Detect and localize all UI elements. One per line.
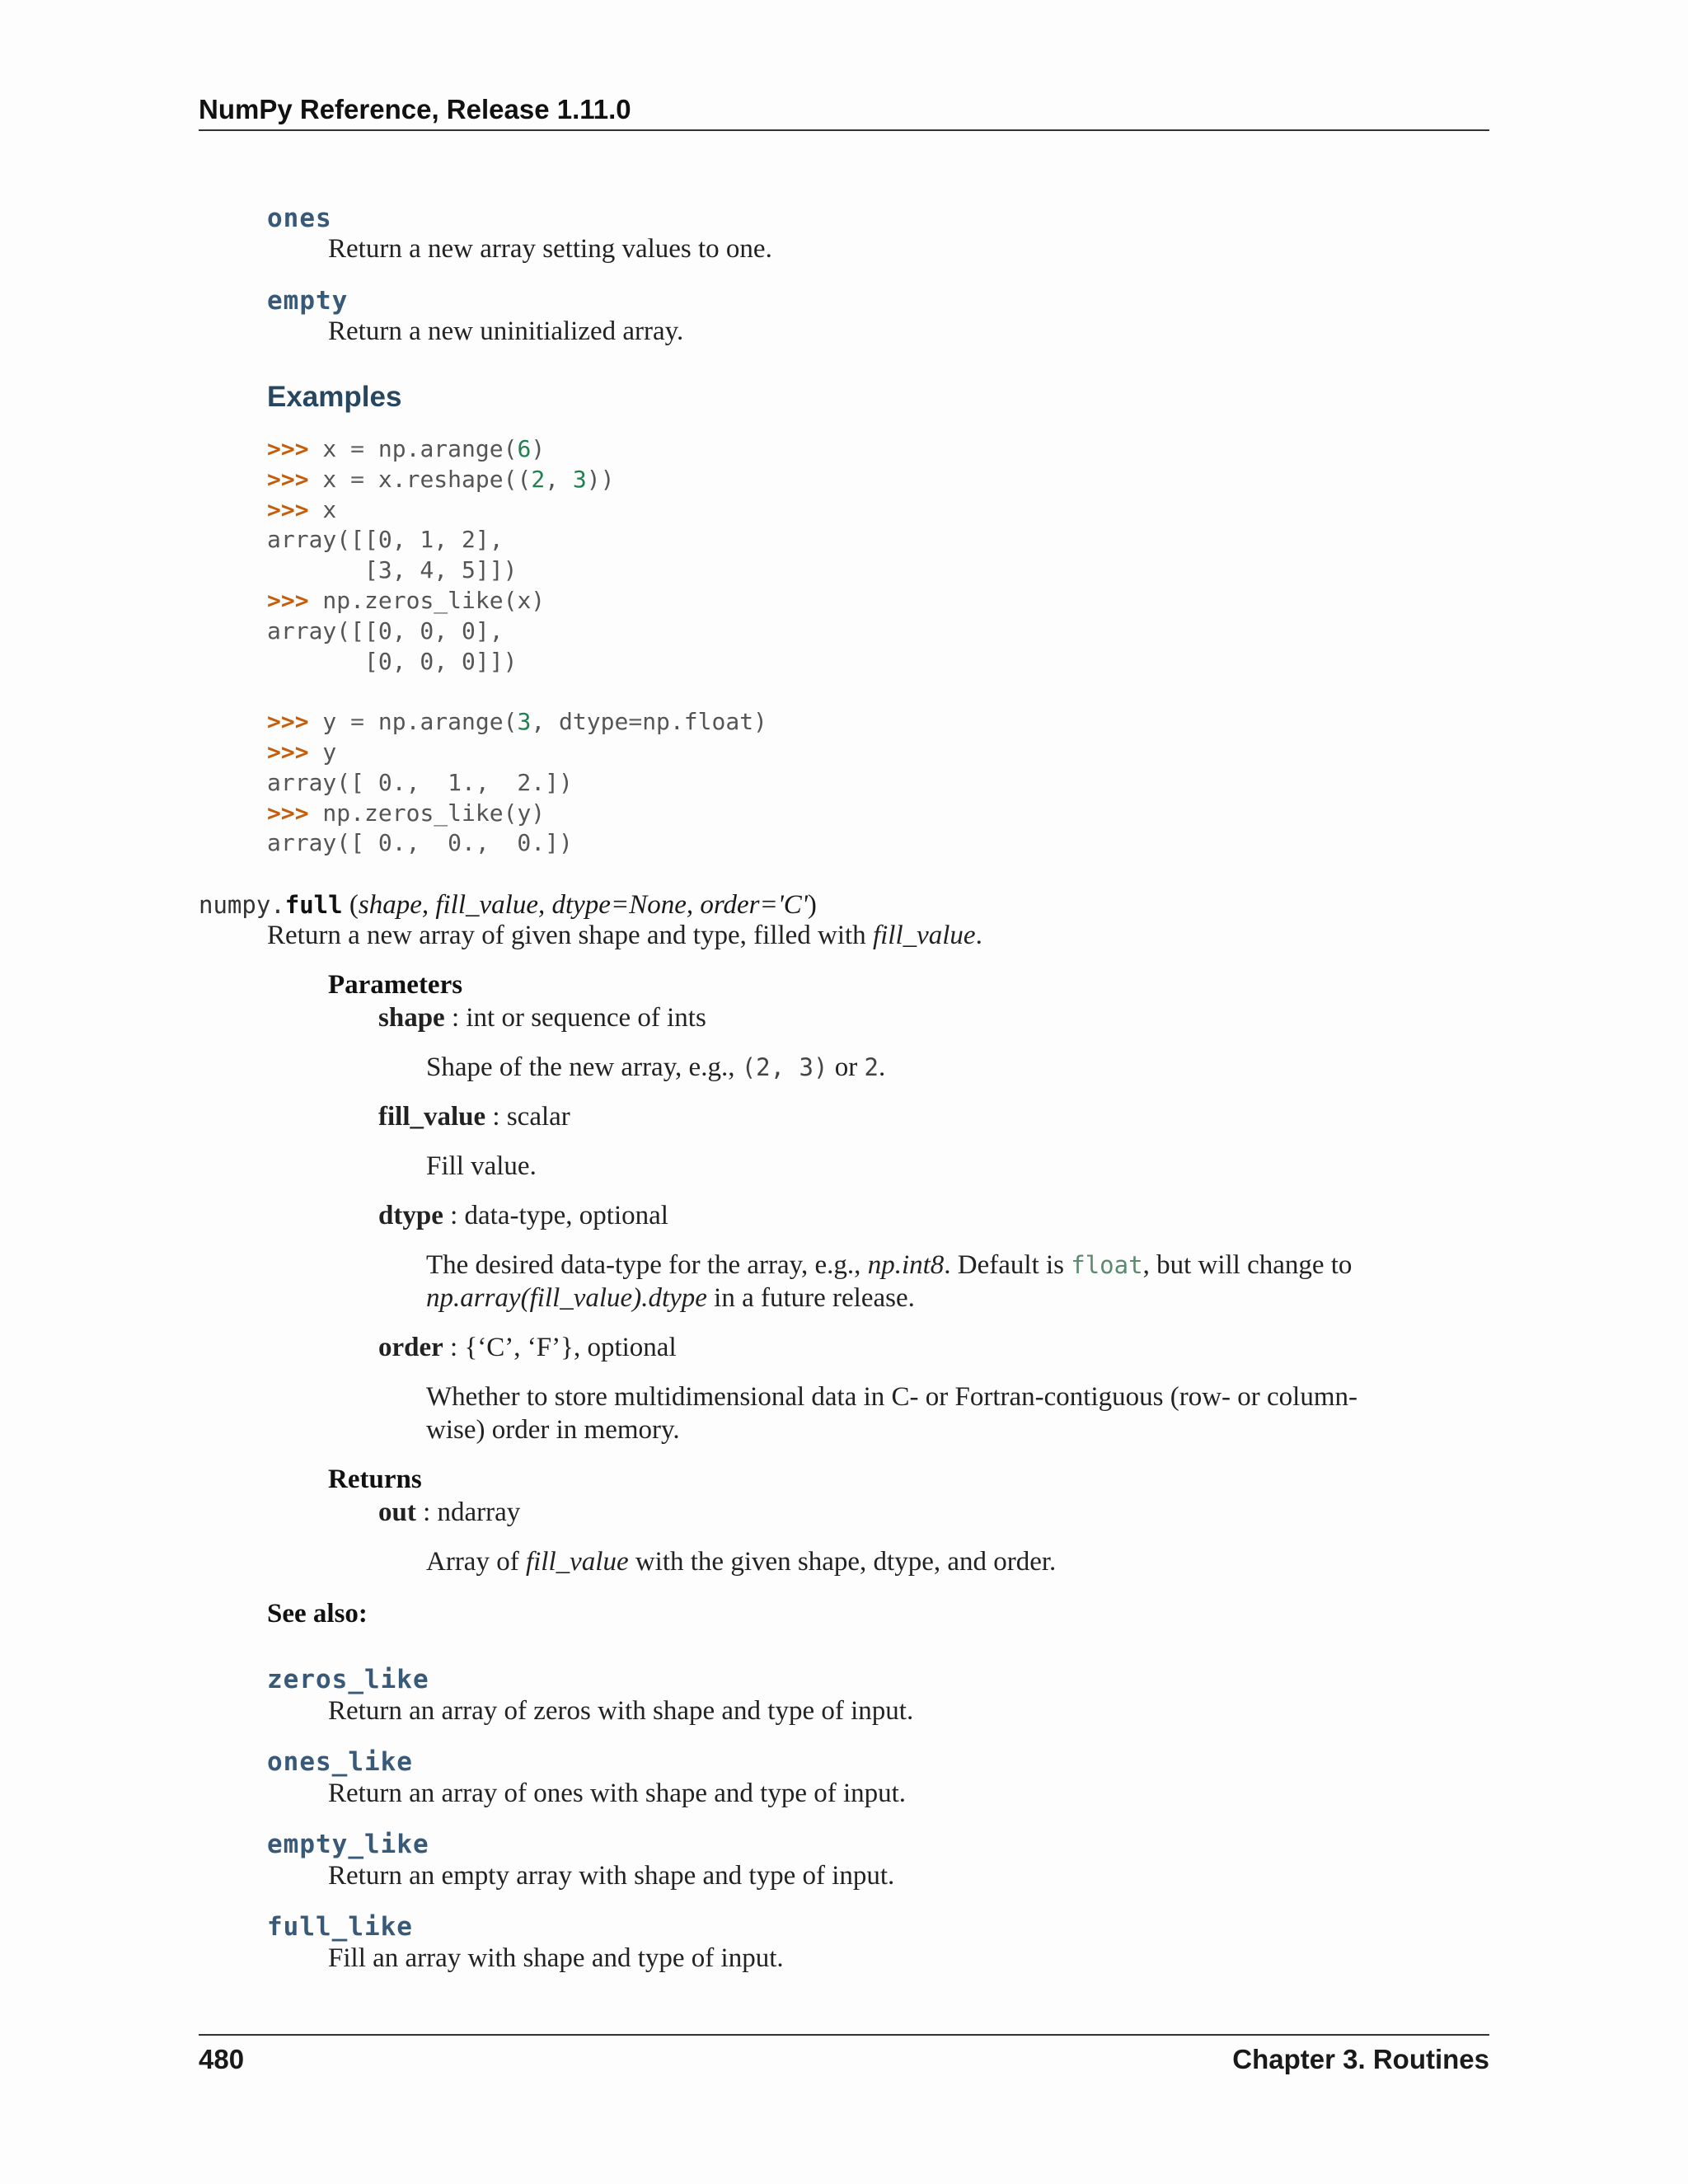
- signature-args: shape, fill_value, dtype=None, order='C': [358, 890, 808, 920]
- param-fill-value-desc: Fill value.: [426, 1151, 537, 1181]
- xref-empty[interactable]: empty: [267, 286, 349, 316]
- param-dtype-desc-line2: np.array(fill_value).dtype in a future release.: [426, 1283, 915, 1313]
- xref-empty-like[interactable]: empty_like: [267, 1830, 429, 1859]
- examples-heading: Examples: [267, 381, 402, 413]
- param-dtype: dtype : data-type, optional: [378, 1201, 668, 1230]
- footer-rule: [199, 2034, 1489, 2036]
- xref-full-like[interactable]: full_like: [267, 1912, 413, 1942]
- xref-empty-desc: Return a new uninitialized array.: [328, 316, 684, 346]
- returns-heading: Returns: [328, 1465, 422, 1494]
- example-code-block: >>> x = np.arange(6) >>> x = x.reshape((2, 3)) >>> x array([[0, 1, 2], [3, 4, 5]]) >>> np.zeros_like(x) array([[0, 0, 0], [0, 0, 0]]) >>> y = np.arange(3, dtype=np.float) >>> y array([ 0., 1., 2.]) >>> np.zeros_like(y) array([ 0., 0., 0.]): [267, 435, 767, 857]
- float-link[interactable]: float: [1071, 1251, 1143, 1279]
- xref-full-like-desc: Fill an array with shape and type of input.: [328, 1943, 784, 1973]
- function-summary: Return a new array of given shape and type, filled with fill_value.: [267, 921, 982, 950]
- return-out-desc: Array of fill_value with the given shape, dtype, and order.: [426, 1547, 1057, 1577]
- param-shape: shape : int or sequence of ints: [378, 1003, 706, 1033]
- param-order: order : {‘C’, ‘F’}, optional: [378, 1333, 677, 1362]
- xref-ones-like[interactable]: ones_like: [267, 1747, 413, 1777]
- header-rule: [199, 129, 1489, 131]
- chapter-label: Chapter 3. Routines: [1232, 2044, 1489, 2074]
- see-also-heading: See also:: [267, 1599, 368, 1629]
- param-dtype-desc-line1: The desired data-type for the array, e.g., np.int8. Default is float, but will change to: [426, 1250, 1353, 1280]
- param-fill-value: fill_value : scalar: [378, 1102, 570, 1132]
- xref-empty-like-desc: Return an empty array with shape and type of input.: [328, 1861, 895, 1891]
- xref-zeros-like-desc: Return an array of zeros with shape and type of input.: [328, 1696, 914, 1726]
- param-order-desc-line2: wise) order in memory.: [426, 1415, 680, 1445]
- xref-ones-like-desc: Return an array of ones with shape and type of input.: [328, 1779, 907, 1808]
- signature-module: numpy.: [199, 891, 285, 919]
- running-header: NumPy Reference, Release 1.11.0: [199, 94, 631, 124]
- return-out: out : ndarray: [378, 1497, 521, 1527]
- signature-function-name: full: [284, 891, 343, 919]
- function-signature: numpy.full (shape, fill_value, dtype=None, order='C'): [199, 890, 817, 920]
- xref-ones-desc: Return a new array setting values to one.: [328, 234, 772, 264]
- param-shape-desc: Shape of the new array, e.g., (2, 3) or 2.: [426, 1052, 886, 1082]
- param-order-desc-line1: Whether to store multidimensional data in C- or Fortran-contiguous (row- or column-: [426, 1382, 1357, 1412]
- xref-ones[interactable]: ones: [267, 204, 332, 233]
- page-number: 480: [199, 2044, 245, 2074]
- parameters-heading: Parameters: [328, 970, 463, 1000]
- xref-zeros-like[interactable]: zeros_like: [267, 1665, 429, 1694]
